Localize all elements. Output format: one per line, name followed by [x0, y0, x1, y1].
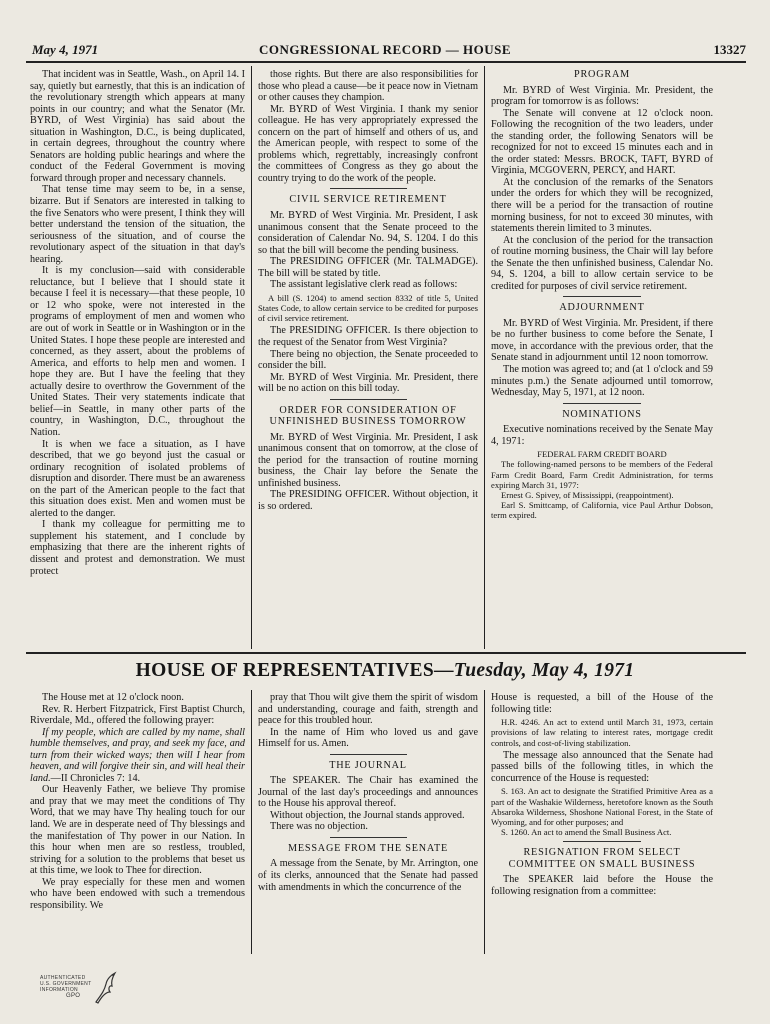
scripture-quote: If my people, which are called by my name, shall humble themselves, and pray, and seek my face, and turn from their wicked ways; then will I hear from heaven, and will forgive their sin, and will heal their land. [30, 726, 245, 784]
section-rule [330, 837, 407, 838]
paragraph: S. 1260. An act to amend the Small Business Act. [501, 827, 672, 838]
section-rule [563, 403, 641, 404]
bill-text [258, 293, 478, 324]
paragraph: The motion was agreed to; and (at 1 o'clock and 59 minutes p.m.) the Senate adjourned until tomorrow, Wednesday, May 5, 1971, at 12 noon. [491, 364, 713, 399]
paragraph: At the conclusion of the period for the transaction of routine morning business, the Chair will lay before the Senate the then unfinished business, Calendar No. 94, S. 1204, a bill to allow certain service to be credited for purposes of civil service retirement. [491, 234, 713, 292]
paragraph: A message from the Senate, by Mr. Arrington, one of its clerks, announced that the Senate had passed with amendments in which the concurrence of the [258, 858, 478, 893]
paragraph: It is my conclusion—said with considerable reluctance, but I believe that I should state it because I feel it is necessary—that these people, 10 or 12 who spoke, were not interested in the programs of employment of men and women who are out of work in Seattle or in Washington or in the United States. I hope these people are interested and concerned, as they assert, about the problems of America, and efforts to help men and women. I hope they are. But I have the feeling that they actually desire to overthrow the Government of the United States. Their very statements indicate that belief—in Seattle, in many other parts of the country, in Washington, D.C., throughout the Nation. [30, 265, 245, 438]
paragraph: It is when we face a situation, as I have described, that we go beyond just the casual or ordinary recognition of isolated problems of disruption and disorder. There must be an awareness on the part of the American people to the fact that this situation does exist. Men and women must be alerted to the danger. [30, 438, 245, 519]
paragraph: The following-named persons to be members of the Federal Farm Credit Board, Farm Credit Administration, for terms expiring March 31, 1977: [491, 459, 713, 490]
column-divider [251, 66, 252, 649]
paragraph: That tense time may seem to be, in a sense, bizarre. But if Senators are interested in talking to the five Senators who were present, I think they will better understand the tension of the situation, the seriousness of the situation, and of course the revolutionary aspect of the situation in that day's hearing. [30, 184, 245, 265]
gpo-authenticated-logo [40, 970, 120, 1010]
senate-column-3 [491, 69, 713, 649]
paragraph: Our Heavenly Father, we believe Thy promise and pray that we may meet the conditions of Thy Word, that we may have Thy healing touch for our land. We are in desperate need of Thy blessings and the manifestation of Thy power in our Nation. In this hour when men are so restless, troubled, striving for a solution to the problems that beset us at this time, we look to Thee for direction. [30, 784, 245, 877]
paragraph: Without objection, the Journal stands approved. [270, 809, 465, 821]
paragraph: The Senate will convene at 12 o'clock noon. Following the recognition of the two leaders, under the standing order, the following Senators will be recognized for not to exceed 15 minutes each and in the order stated: Messrs. BROCK, TAFT, BYRD of Virginia, MCGOVERN, PERCY, and HART. [491, 107, 713, 177]
section-heading-order: ORDER FOR CONSIDERATION OF UNFINISHED BUSINESS TOMORROW [269, 404, 467, 428]
section-divider [26, 652, 746, 654]
section-heading-adjournment: ADJOURNMENT [559, 302, 645, 314]
senate-column-2 [258, 69, 478, 649]
paragraph: pray that Thou wilt give them the spirit of wisdom and understanding, courage and faith, strength and peace for this troubled hour. [258, 692, 478, 727]
bill-text [491, 786, 713, 837]
paragraph: Mr. BYRD of West Virginia. Mr. President, I ask unanimous consent that the Senate proceed to the consideration of Calendar No. 94, S. 1204. I do this so that the bill will become the pending business. [258, 209, 478, 256]
house-column-2 [258, 692, 478, 954]
section-heading-civil-service: CIVIL SERVICE RETIREMENT [289, 194, 447, 206]
bill-text [491, 717, 713, 748]
paragraph: Mr. BYRD of West Virginia. Mr. President, the program for tomorrow is as follows: [491, 84, 713, 108]
paragraph: H.R. 4246. An act to extend until March 31, 1973, certain provisions of law relating to interest rates, mortgage credit controls, and cost-of-living stabilization. [491, 717, 713, 748]
paragraph: The SPEAKER laid before the House the following resignation from a committee: [491, 874, 713, 897]
gpo-logo-line: U.S. GOVERNMENT [40, 981, 92, 987]
gpo-logo-line: INFORMATION [40, 987, 78, 993]
header-date: May 4, 1971 [32, 42, 99, 57]
paragraph: The House met at 12 o'clock noon. [42, 692, 184, 703]
paragraph: Executive nominations received by the Senate May 4, 1971: [491, 424, 713, 447]
paragraph: those rights. But there are also responsibilities for those who plead a cause—be it peace now in Vietnam or other causes they champion. [258, 69, 478, 104]
paragraph [30, 727, 245, 785]
section-heading-resignation: RESIGNATION FROM SELECT COMMITTEE ON SMALL BUSINESS [508, 847, 696, 870]
paragraph: S. 163. An act to designate the Stratified Primitive Area as a part of the Washakie Wilderness, heretofore known as the South Absaroka Wilderness, Shoshone National Forest, in the State of Wyoming, and for other purposes; and [491, 786, 713, 827]
page-header [20, 40, 750, 62]
paragraph: Mr. BYRD of West Virginia. Mr. President, if there be no further business to come before the Senate, I move, in accordance with the previous order, that the Senate stand in adjournment until 12 noon tomorrow. [491, 317, 713, 364]
paragraph: That incident was in Seattle, Wash., on April 14. I say, quietly but earnestly, that this is an indication of the revolutionary strength which appears at many points in our country; and what the Senator (Mr. BYRD, of West Virginia) has said about the situation in Washington, D.C., is being duplicated, in certain degrees, throughout the country where Senators are holding public hearings and where the conduct of the Federal Government is moving forward through proper and necessary channels. [30, 69, 245, 184]
section-rule [563, 296, 641, 297]
nominations-list [491, 449, 713, 520]
section-rule [563, 841, 641, 842]
paragraph: The PRESIDING OFFICER. Without objection, it is so ordered. [258, 489, 478, 512]
scripture-reference: —II Chronicles 7: 14. [50, 772, 141, 784]
gpo-logo-line: AUTHENTICATED [40, 975, 86, 981]
paragraph: House is requested, a bill of the House of the following title: [491, 692, 713, 715]
paragraph: We pray especially for these men and women who have been endowed with such a tremendous responsibility. We [30, 876, 245, 911]
paragraph: Ernest G. Spivey, of Mississippi, (reappointment). [501, 490, 674, 501]
paragraph: Mr. BYRD of West Virginia. Mr. President, there will be no action on this bill today. [258, 371, 478, 395]
paragraph: There being no objection, the Senate proceeded to consider the bill. [258, 348, 478, 372]
column-divider [251, 690, 252, 954]
gpo-logo-mark: GPO [66, 993, 81, 999]
paragraph: In the name of Him who loved us and gave Himself for us. Amen. [258, 726, 478, 750]
paragraph: Mr. BYRD of West Virginia. I thank my senior colleague. He has very appropriately expressed the concern on the part of himself and others of us, and the American people, with respect to some of the problems which, regrettably, increasingly confront the committees of Congress as they go about the country trying to do the work of the people. [258, 103, 478, 184]
paragraph: The PRESIDING OFFICER (Mr. TALMADGE). The bill will be stated by title. [258, 256, 478, 279]
section-rule [330, 754, 407, 755]
senate-column-1 [30, 69, 245, 649]
board-heading: FEDERAL FARM CREDIT BOARD [537, 449, 667, 460]
paragraph: The assistant legislative clerk read as follows: [270, 279, 458, 291]
section-heading-message: MESSAGE FROM THE SENATE [287, 842, 448, 854]
house-column-3 [491, 692, 713, 954]
paragraph: Mr. BYRD of West Virginia. Mr. President, I ask unanimous consent that on tomorrow, at the close of the period for the transaction of routine morning business, the Chair lay before the Senate the unfinished business. [258, 431, 478, 489]
house-title-date: Tuesday, May 4, 1971 [453, 660, 635, 681]
paragraph: There was no objection. [270, 821, 368, 833]
paragraph: The PRESIDING OFFICER. Is there objection to the request of the Senator from West Virginia? [258, 325, 478, 348]
section-rule [330, 399, 407, 400]
header-rule [26, 61, 746, 63]
paragraph: The SPEAKER. The Chair has examined the Journal of the last day's proceedings and announces to the House his approval thereof. [258, 775, 478, 810]
section-heading-nominations: NOMINATIONS [562, 408, 642, 420]
paragraph: The message also announced that the Senate had passed bills of the following titles, in which the concurrence of the House is requested: [491, 749, 713, 784]
house-title-main: HOUSE OF REPRESENTATIVES— [135, 660, 454, 681]
column-divider [484, 66, 485, 649]
bill-paragraph: A bill (S. 1204) to amend section 8332 of title 5, United States Code, to allow certain service to be credited for purposes of civil service retirement. [258, 292, 478, 324]
house-column-1 [30, 692, 245, 954]
eagle-icon [92, 970, 118, 1006]
paragraph: Earl S. Smittcamp, of California, vice Paul Arthur Dobson, term expired. [491, 500, 713, 521]
section-heading-journal: THE JOURNAL [329, 759, 407, 771]
section-heading-program: PROGRAM [574, 69, 630, 80]
gpo-logo-text [40, 975, 91, 999]
paragraph: I thank my colleague for permitting me to supplement his statement, and I conclude by emphasizing that there are the inherent rights of dissent and protest and demonstration. We must protect [30, 519, 245, 577]
header-page-number: 13327 [713, 42, 746, 57]
paragraph: Rev. R. Herbert Fitzpatrick, First Baptist Church, Riverdale, Md., offered the following prayer: [30, 703, 245, 727]
section-rule [330, 188, 407, 189]
header-title: CONGRESSIONAL RECORD — HOUSE [258, 42, 512, 57]
paragraph: At the conclusion of the remarks of the Senators under the orders for which they will be recognized, there will be a period for the transaction of routine morning business, for not to exceed 30 minutes, with statements therein limited to 3 minutes. [491, 176, 713, 235]
house-title [20, 660, 750, 682]
column-divider [484, 690, 485, 954]
